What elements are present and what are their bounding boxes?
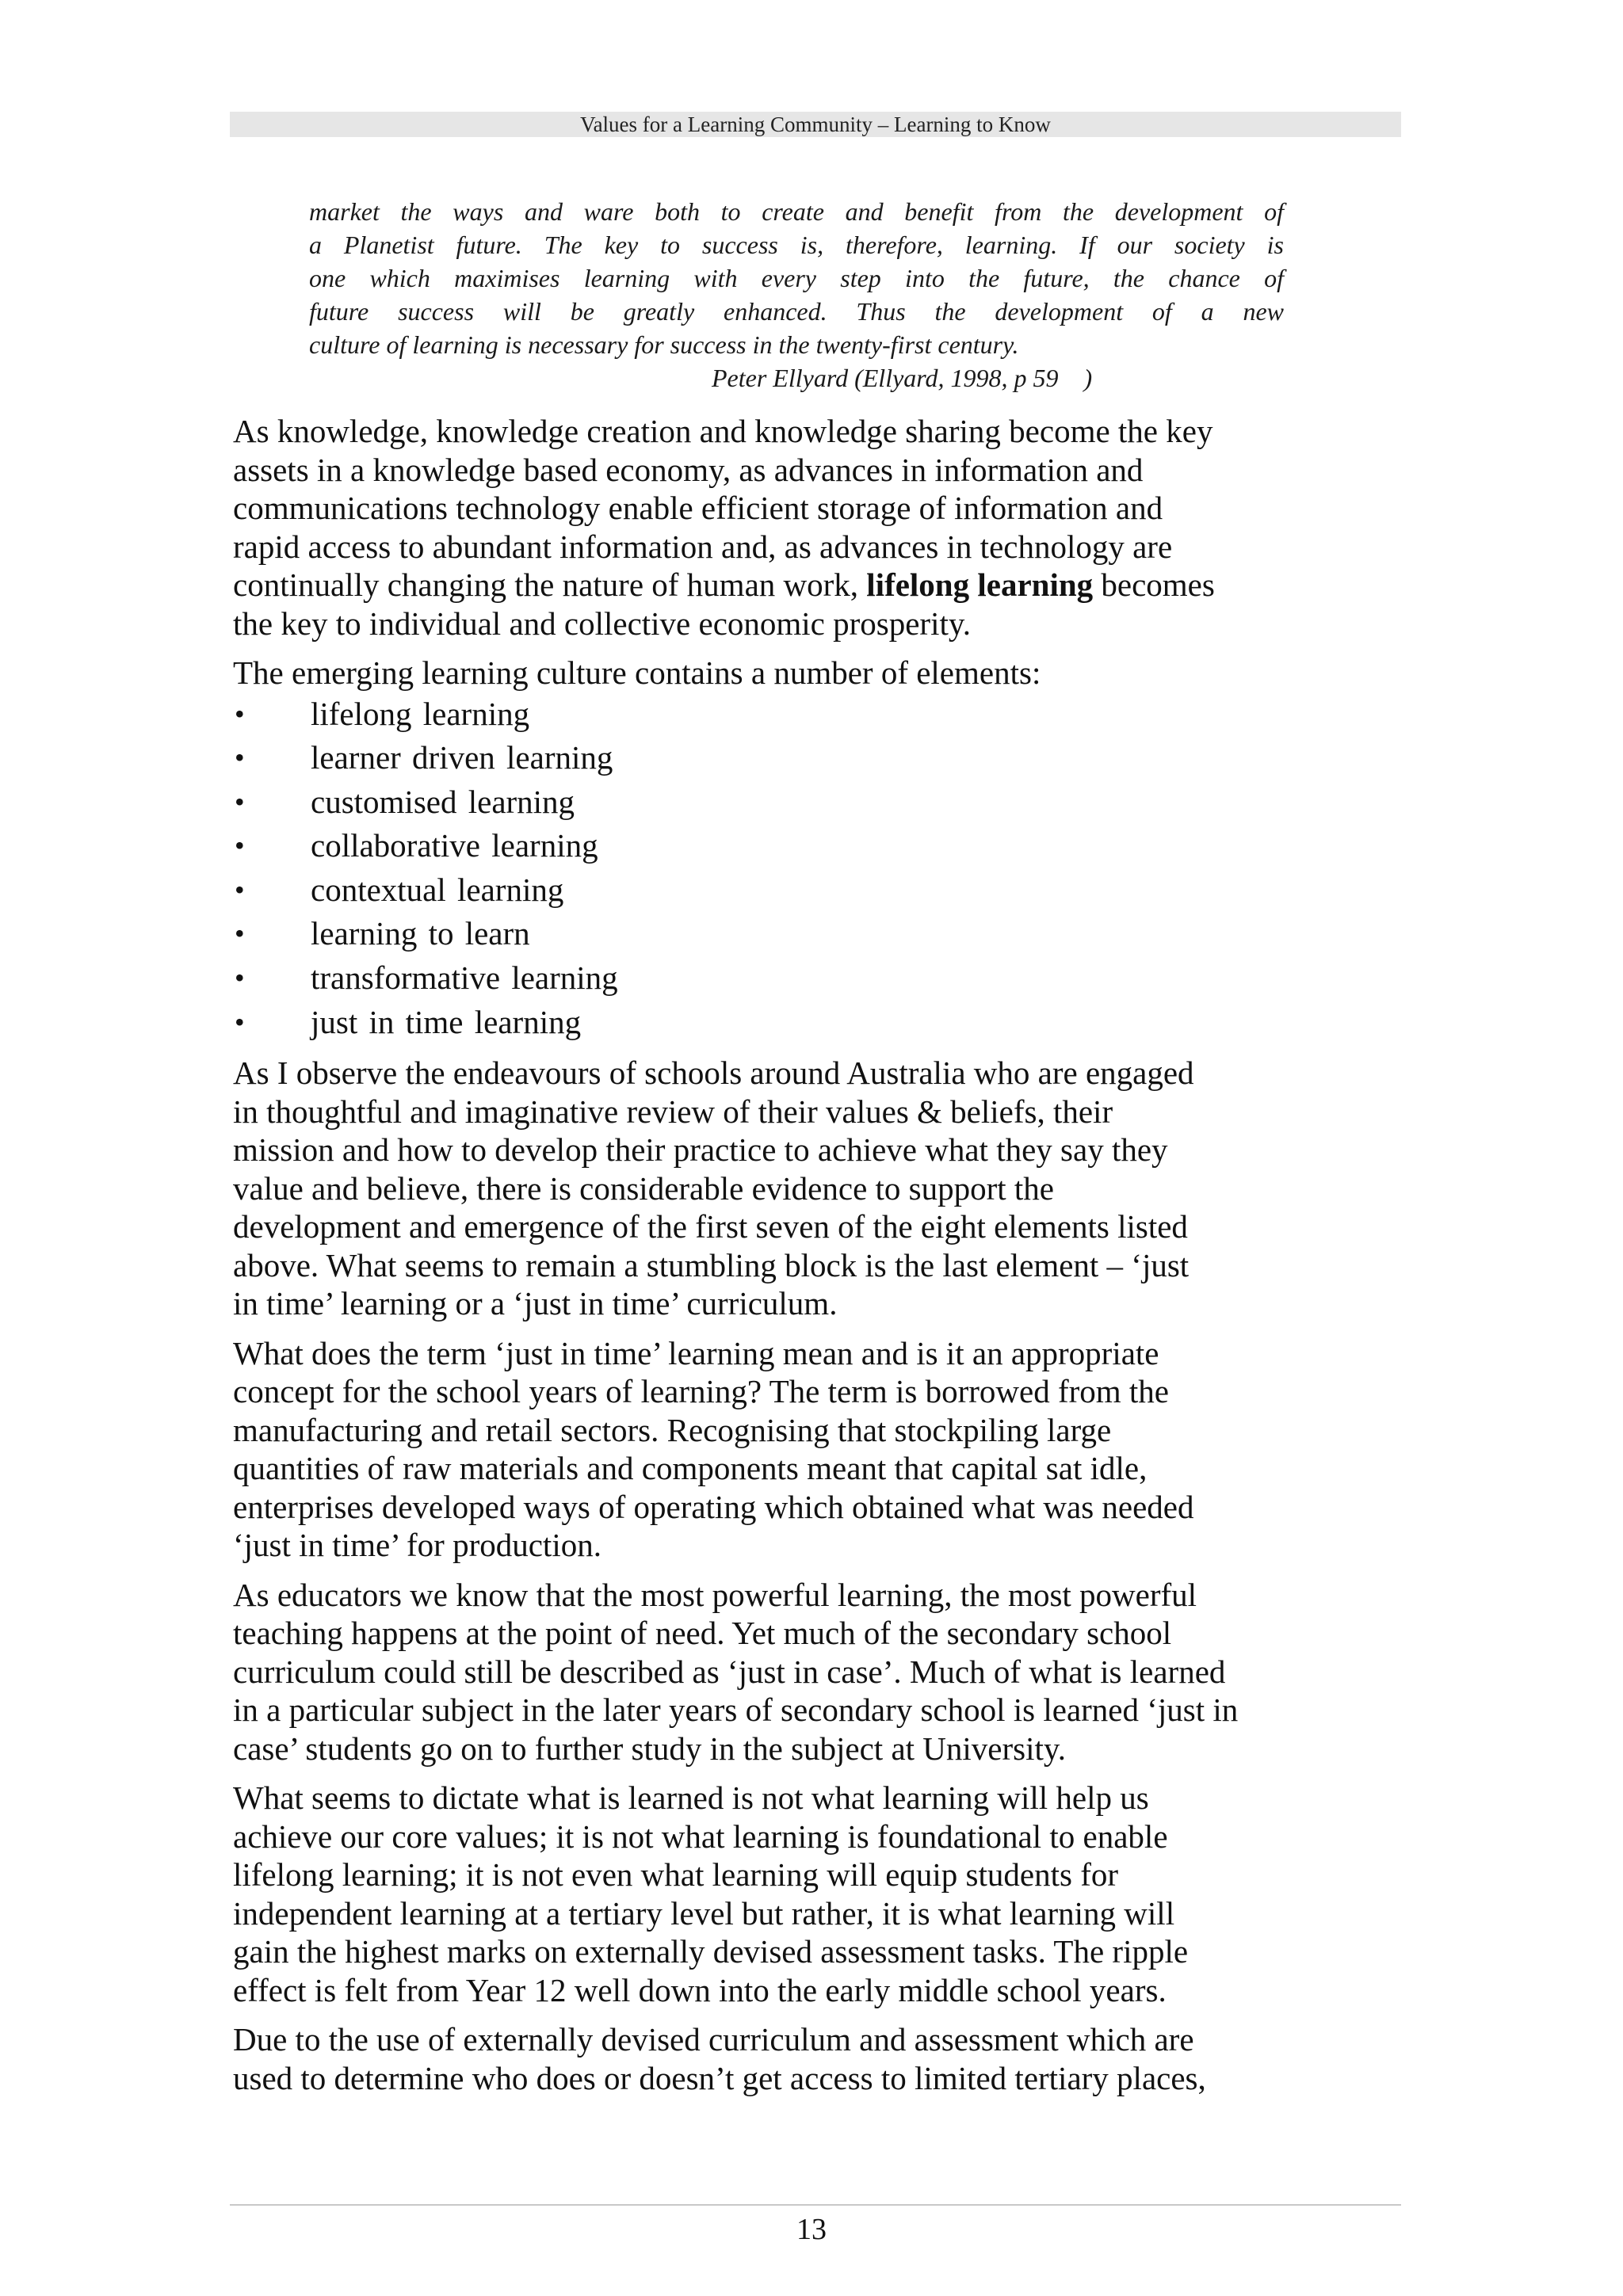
text-line: What does the term ‘just in time’ learning mean and is it an appropriate [233, 1334, 1159, 1371]
bullet-icon: • [235, 830, 245, 862]
list-item [233, 868, 1403, 913]
list-item [233, 956, 1403, 1001]
text-line: curriculum could still be described as ‘just in case’. Much of what is learned [233, 1653, 1226, 1690]
list-intro [233, 654, 1403, 692]
text-run: becomes [1093, 566, 1215, 603]
text-line: in a particular subject in the later years of secondary school is learned ‘just in [233, 1691, 1239, 1729]
list-item-text: collaborative learning [311, 827, 598, 864]
text-line: As educators we know that the most powerful learning, the most powerful [233, 1576, 1197, 1613]
page-number: 13 [796, 2213, 827, 2246]
bullet-icon: • [235, 917, 245, 950]
list-item-text: learner driven learning [311, 739, 613, 776]
text-line: value and believe, there is considerable evidence to support the [233, 1169, 1054, 1207]
text-line: lifelong learning; it is not even what learning will equip students for [233, 1856, 1119, 1894]
text-line: Due to the use of externally devised curriculum and assessment which are [233, 2021, 1194, 2058]
text-line: quantities of raw materials and components meant that capital sat idle, [233, 1450, 1148, 1487]
text-run: continually changing the nature of human work, [233, 566, 867, 603]
text-line: As I observe the endeavours of schools around Australia who are engaged [233, 1055, 1194, 1092]
quote-line: one which maximises learning with every step into the future, the chance of [309, 264, 1284, 292]
text-line: gain the highest marks on externally devised assessment tasks. The ripple [233, 1933, 1189, 1970]
list-item-text: contextual learning [311, 871, 564, 908]
text-line: concept for the school years of learning? The term is borrowed from the [233, 1373, 1169, 1410]
paragraph-external-assessment [233, 2020, 1403, 2097]
quote-line: a Planetist future. The key to success is, therefore, learning. If our society is [309, 231, 1284, 259]
epigraph-quote [309, 195, 1284, 395]
text-line: communications technology enable efficient storage of information and [233, 490, 1163, 526]
quote-line: culture of learning is necessary for success in the twenty-first century. [309, 330, 1019, 359]
list-item [233, 780, 1403, 825]
text-line: rapid access to abundant information and, as advances in technology are [233, 528, 1173, 565]
list-item [233, 912, 1403, 956]
list-item-text: learning to learn [311, 915, 530, 952]
text-line: teaching happens at the point of need. Yet much of the secondary school [233, 1615, 1172, 1652]
list-item-text: lifelong learning [311, 695, 530, 732]
learning-elements-list [233, 692, 1403, 1045]
list-item-text: transformative learning [311, 959, 618, 997]
text-line: the key to individual and collective economic prosperity. [233, 605, 971, 642]
bullet-icon: • [235, 1005, 245, 1038]
bullet-icon: • [235, 697, 245, 730]
text-line: assets in a knowledge based economy, as advances in information and [233, 451, 1144, 488]
quote-attribution: Peter Ellyard (Ellyard, 1998, p 59 ) [712, 364, 1093, 392]
text-line: in thoughtful and imaginative review of their values & beliefs, their [233, 1093, 1113, 1130]
text-line: case’ students go on to further study in the subject at University. [233, 1730, 1066, 1767]
text-line: independent learning at a tertiary level but rather, it is what learning will [233, 1894, 1175, 1932]
bullet-icon: • [235, 873, 245, 906]
paragraph-what-dictates-learning [233, 1779, 1403, 2009]
list-item-text: just in time learning [311, 1003, 582, 1040]
paragraph-school-observation [233, 1054, 1403, 1323]
text-line: in time’ learning or a ‘just in time’ curriculum. [233, 1285, 838, 1322]
text-line: enterprises developed ways of operating which obtained what was needed [233, 1488, 1194, 1525]
list-item [233, 824, 1403, 868]
text-line: achieve our core values; it is not what learning is foundational to enable [233, 1817, 1168, 1855]
text-line: manufacturing and retail sectors. Recognising that stockpiling large [233, 1411, 1112, 1448]
quote-line: future success will be greatly enhanced. Thus the development of a new [309, 297, 1284, 326]
footer-divider [230, 2204, 1401, 2206]
bullet-icon: • [235, 962, 245, 994]
emphasis-lifelong-learning: lifelong learning [866, 566, 1094, 603]
bullet-icon: • [235, 785, 245, 818]
list-item-text: customised learning [311, 783, 575, 820]
quote-line: market the ways and ware both to create and benefit from the development of [309, 197, 1284, 226]
text-line: effect is felt from Year 12 well down into the early middle school years. [233, 1971, 1167, 2008]
text-line: above. What seems to remain a stumbling block is the last element – ‘just [233, 1246, 1190, 1283]
paragraph-just-in-time-meaning [233, 1334, 1403, 1565]
running-header-title: Values for a Learning Community – Learning to Know [580, 113, 1051, 136]
list-item [233, 692, 1403, 737]
bullet-icon: • [235, 742, 245, 774]
list-item [233, 1001, 1403, 1045]
text-line: The emerging learning culture contains a number of elements: [233, 654, 1041, 691]
text-line: As knowledge, knowledge creation and knowledge sharing become the key [233, 413, 1213, 449]
list-item [233, 736, 1403, 780]
running-header [230, 112, 1401, 137]
text-line: used to determine who does or doesn’t get access to limited tertiary places, [233, 2059, 1206, 2096]
text-line: development and emergence of the first seven of the eight elements listed [233, 1208, 1188, 1245]
body-text [233, 412, 1403, 2108]
paragraph-knowledge-economy [233, 412, 1403, 643]
paragraph-point-of-need [233, 1576, 1403, 1768]
text-line [233, 566, 1403, 605]
text-line: ‘just in time’ for production. [233, 1527, 601, 1564]
text-line: mission and how to develop their practice to achieve what they say they [233, 1131, 1168, 1169]
text-line: What seems to dictate what is learned is not what learning will help us [233, 1779, 1149, 1817]
